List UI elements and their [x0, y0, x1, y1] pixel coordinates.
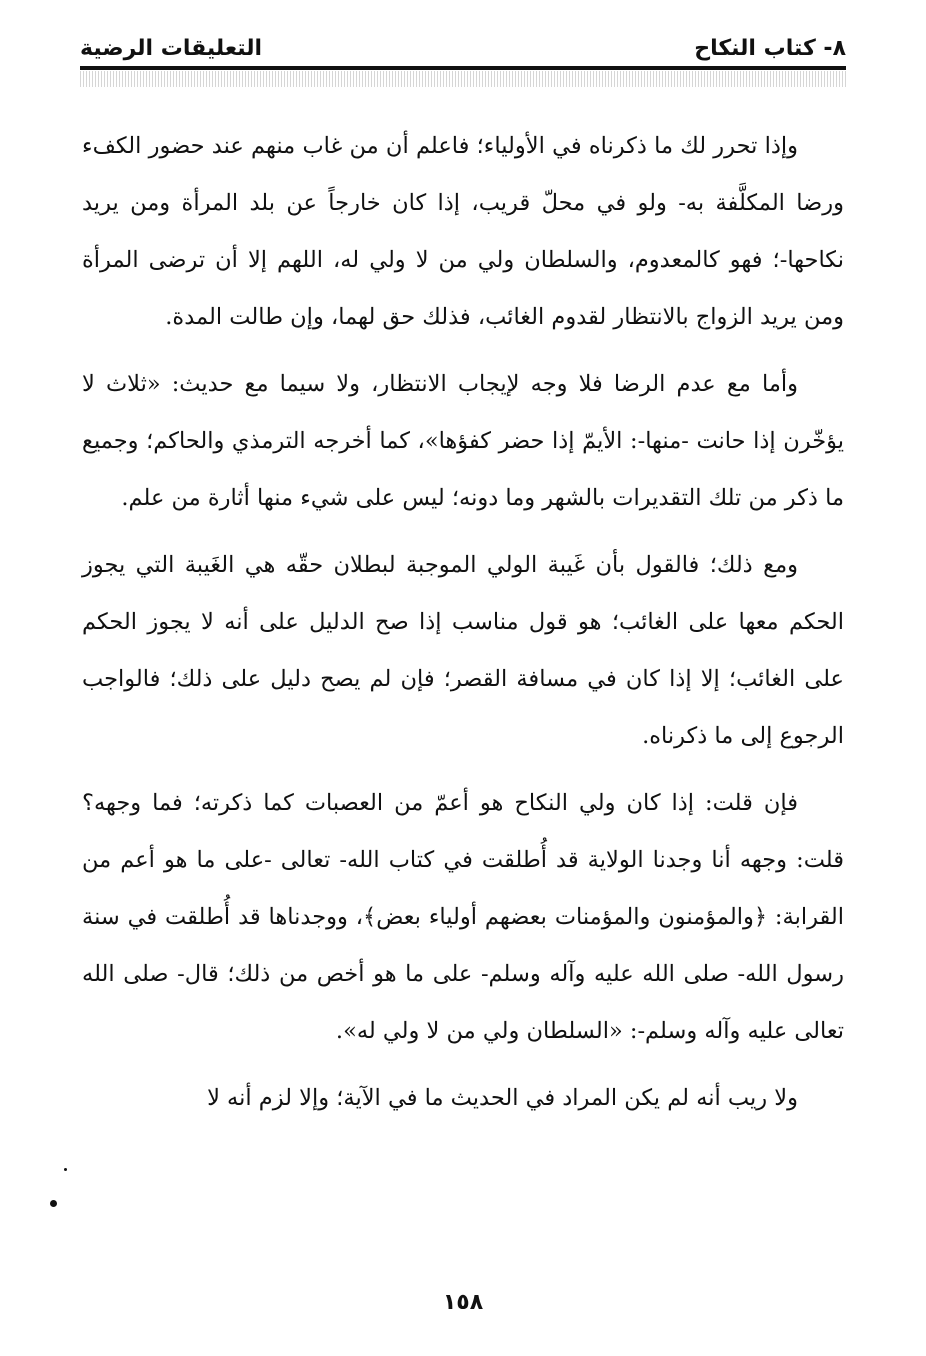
page-body: [82, 118, 844, 1137]
scan-speck: [64, 1168, 67, 1171]
paragraph-3: ومع ذلك؛ فالقول بأن غَيبة الولي الموجبة لبطلان حقّه هي الغَيبة التي يجوز الحكم معها على الغائب؛ هو قول مناسب إذا صح الدليل على أنه لا يجوز الحكم على الغائب؛ إلا إذا كان في مسافة القصر؛ فإن لم يصح دليل على ذلك؛ فالواجب الرجوع إلى ما ذكرناه.: [82, 552, 844, 749]
paragraph-2: وأما مع عدم الرضا فلا وجه لإيجاب الانتظار، ولا سيما مع حديث: «ثلاث لا يؤخّرن إذا حانت -منها-: الأيمّ إذا حضر كفؤها»، كما أخرجه الترمذي والحاكم؛ وجميع ما ذكر من تلك التقديرات بالشهر وما دونه؛ ليس على شيء منها أثارة من علم.: [82, 371, 844, 511]
header-rule: [80, 66, 846, 70]
book-title: التعليقات الرضية: [80, 36, 263, 61]
paragraph-1: وإذا تحرر لك ما ذكرناه في الأولياء؛ فاعلم أن من غاب منهم عند حضور الكفء ورضا المكلَّفة به- ولو في محلّ قريب، إذا كان خارجاً عن بلد المرأة ومن يريد نكاحها-؛ فهو كالمعدوم، والسلطان ولي من لا ولي له، اللهم إلا أن ترضى المرأة ومن يريد الزواج بالانتظار لقدوم الغائب، فذلك حق لهما، وإن طالت المدة.: [82, 133, 844, 330]
page-number: ١٥٨: [442, 1290, 484, 1315]
chapter-title: ٨- كتاب النكاح: [694, 36, 846, 61]
running-header: [80, 34, 846, 64]
margin-bullet: [50, 1200, 57, 1207]
paragraph-5: ولا ريب أنه لم يكن المراد في الحديث ما في الآية؛ وإلا لزم أنه لا: [207, 1085, 798, 1111]
paragraph-4: فإن قلت: إذا كان ولي النكاح هو أعمّ من العصبات كما ذكرته؛ فما وجهه؟ قلت: وجهه أنا وجدنا الولاية قد أُطلقت في كتاب الله- تعالى -على ما هو أعم من القرابة: ﴿والمؤمنون والمؤمنات بعضهم أولياء بعض﴾، ووجدناها قد أُطلقت في سنة رسول الله- صلى الله عليه وآله وسلم- على ما هو أخص من ذلك؛ قال- صلى الله تعالى عليه وآله وسلم-: «السلطان ولي من لا ولي له».: [82, 790, 844, 1044]
header-rule-shading: [80, 71, 846, 87]
